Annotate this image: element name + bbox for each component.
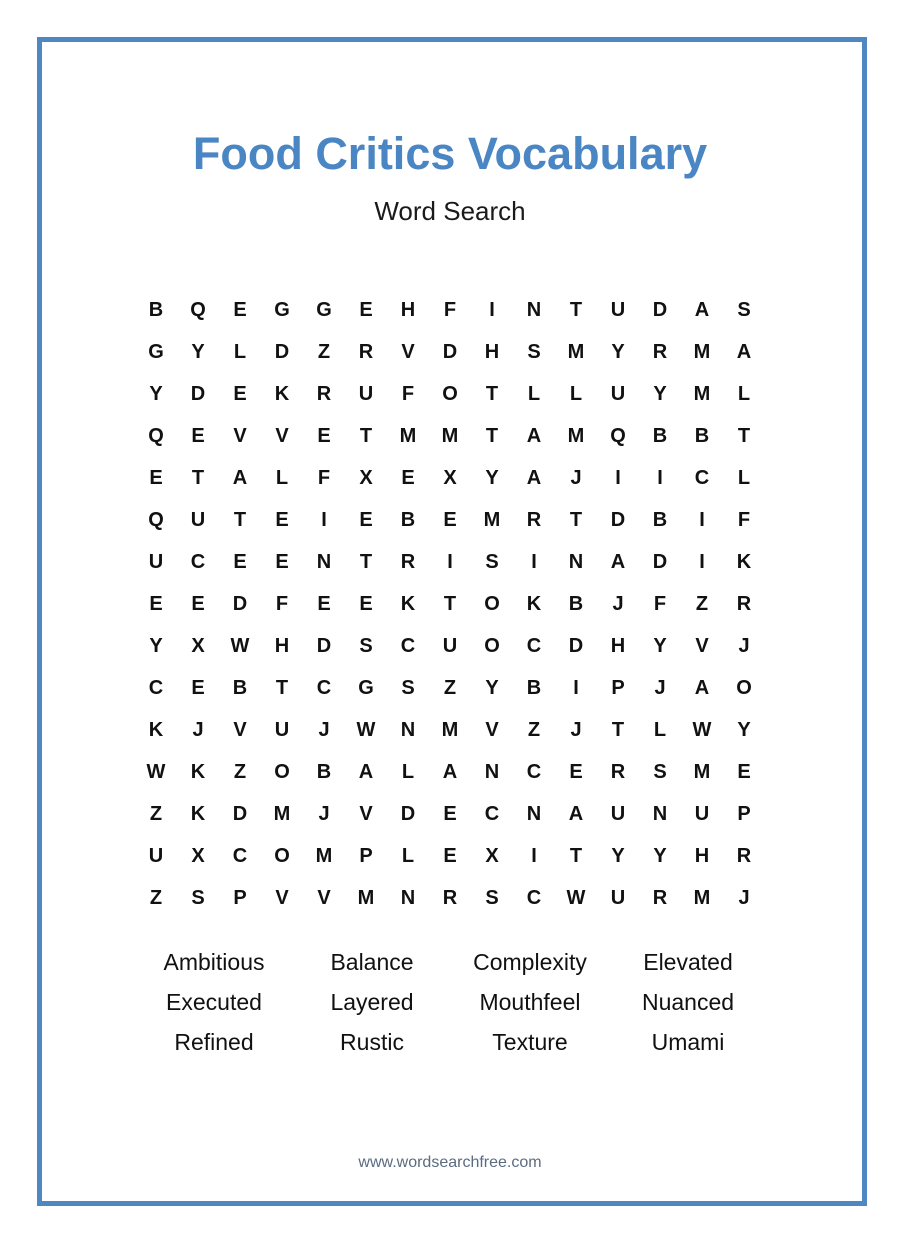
grid-letter[interactable]: R	[736, 593, 752, 615]
grid-letter[interactable]: B	[694, 425, 710, 447]
grid-letter[interactable]: A	[358, 761, 374, 783]
grid-letter[interactable]: F	[443, 299, 457, 321]
grid-letter[interactable]: N	[400, 719, 416, 741]
grid-letter[interactable]: O	[274, 761, 290, 783]
grid-letter[interactable]: V	[275, 425, 289, 447]
grid-letter[interactable]: D	[568, 635, 584, 657]
grid-letter[interactable]: I	[699, 509, 705, 531]
grid-row	[135, 835, 765, 877]
grid-letter[interactable]: B	[316, 761, 332, 783]
grid-letter[interactable]: B	[400, 509, 416, 531]
grid-letter[interactable]: T	[569, 509, 583, 531]
grid-letter[interactable]: Y	[485, 467, 499, 489]
grid-letter[interactable]: Y	[149, 635, 163, 657]
grid-letter[interactable]: C	[526, 887, 542, 909]
grid-letter[interactable]: C	[232, 845, 248, 867]
grid-letter[interactable]: W	[356, 719, 376, 741]
grid-letter[interactable]: W	[692, 719, 712, 741]
grid-letter[interactable]: M	[315, 845, 333, 867]
grid-letter[interactable]: I	[615, 467, 621, 489]
grid-letter[interactable]: O	[442, 383, 458, 405]
grid-letter[interactable]: V	[485, 719, 499, 741]
grid-letter[interactable]: S	[359, 635, 373, 657]
grid-letter[interactable]: Y	[611, 341, 625, 363]
grid-letter[interactable]: D	[652, 551, 668, 573]
grid-letter[interactable]: V	[317, 887, 331, 909]
grid-letter[interactable]: E	[233, 299, 247, 321]
grid-letter[interactable]: T	[569, 299, 583, 321]
grid-letter[interactable]: I	[447, 551, 453, 573]
grid-letter[interactable]: F	[275, 593, 289, 615]
grid-letter[interactable]: J	[738, 887, 750, 909]
grid-letter[interactable]: E	[149, 593, 163, 615]
word-list-item: Complexity	[473, 949, 587, 975]
grid-letter[interactable]: Y	[653, 635, 667, 657]
word-list-item: Executed	[166, 989, 262, 1015]
grid-letter[interactable]: N	[652, 803, 668, 825]
grid-letter[interactable]: X	[485, 845, 499, 867]
grid-letter[interactable]: J	[570, 719, 582, 741]
grid-letter[interactable]: R	[526, 509, 542, 531]
grid-row	[135, 457, 765, 499]
grid-letter[interactable]: J	[318, 719, 330, 741]
grid-letter[interactable]: T	[569, 845, 583, 867]
grid-letter[interactable]: U	[148, 551, 164, 573]
grid-letter[interactable]: E	[317, 425, 331, 447]
word-list	[135, 942, 765, 1062]
grid-letter[interactable]: X	[359, 467, 373, 489]
grid-letter[interactable]: X	[191, 635, 205, 657]
grid-letter[interactable]: G	[358, 677, 374, 699]
grid-letter[interactable]: C	[400, 635, 416, 657]
grid-letter[interactable]: K	[190, 761, 206, 783]
grid-letter[interactable]: S	[485, 551, 499, 573]
grid-letter[interactable]: I	[573, 677, 579, 699]
grid-letter[interactable]: W	[146, 761, 166, 783]
grid-row	[135, 331, 765, 373]
grid-letter[interactable]: L	[653, 719, 667, 741]
grid-letter[interactable]: K	[736, 551, 752, 573]
grid-letter[interactable]: B	[148, 299, 164, 321]
grid-letter[interactable]: T	[485, 383, 499, 405]
grid-letter[interactable]: E	[275, 551, 289, 573]
grid-letter[interactable]: G	[274, 299, 290, 321]
grid-letter[interactable]: L	[737, 383, 751, 405]
grid-letter[interactable]: F	[653, 593, 667, 615]
grid-letter[interactable]: P	[233, 887, 247, 909]
grid-letter[interactable]: S	[737, 299, 751, 321]
grid-row	[135, 373, 765, 415]
grid-letter[interactable]: G	[148, 341, 164, 363]
grid-letter[interactable]: L	[737, 467, 751, 489]
grid-letter[interactable]: E	[359, 593, 373, 615]
grid-letter[interactable]: R	[400, 551, 416, 573]
grid-letter[interactable]: A	[568, 803, 584, 825]
grid-letter[interactable]: M	[693, 383, 711, 405]
grid-letter[interactable]: R	[652, 341, 668, 363]
grid-letter[interactable]: D	[442, 341, 458, 363]
grid-letter[interactable]: Q	[148, 425, 164, 447]
grid-letter[interactable]: K	[526, 593, 542, 615]
grid-letter[interactable]: A	[232, 467, 248, 489]
grid-letter[interactable]: T	[359, 551, 373, 573]
grid-letter[interactable]: A	[610, 551, 626, 573]
word-list-item: Refined	[174, 1029, 254, 1055]
grid-letter[interactable]: U	[610, 383, 626, 405]
word-list-item: Nuanced	[641, 989, 735, 1015]
grid-letter[interactable]: I	[657, 467, 663, 489]
grid-letter[interactable]: Q	[190, 299, 206, 321]
grid-letter[interactable]: H	[484, 341, 500, 363]
grid-letter[interactable]: M	[441, 425, 459, 447]
grid-letter[interactable]: E	[569, 761, 583, 783]
grid-letter[interactable]: T	[191, 467, 205, 489]
grid-letter[interactable]: V	[695, 635, 709, 657]
grid-letter[interactable]: P	[737, 803, 751, 825]
grid-letter[interactable]: Y	[653, 383, 667, 405]
word-list-item: Elevated	[643, 949, 733, 975]
grid-letter[interactable]: E	[359, 509, 373, 531]
grid-letter[interactable]: U	[274, 719, 290, 741]
grid-letter[interactable]: E	[317, 593, 331, 615]
grid-letter[interactable]: D	[274, 341, 290, 363]
grid-letter[interactable]: W	[566, 887, 586, 909]
grid-row	[135, 625, 765, 667]
grid-letter[interactable]: K	[190, 803, 206, 825]
grid-letter[interactable]: N	[400, 887, 416, 909]
grid-letter[interactable]: S	[191, 887, 205, 909]
grid-letter[interactable]: N	[526, 803, 542, 825]
footer-url[interactable]: www.wordsearchfree.com	[358, 1154, 542, 1171]
grid-letter[interactable]: D	[316, 635, 332, 657]
grid-letter[interactable]: M	[567, 341, 585, 363]
page-subtitle: Word Search	[374, 196, 526, 226]
grid-letter[interactable]: J	[612, 593, 624, 615]
grid-letter[interactable]: R	[736, 845, 752, 867]
grid-letter[interactable]: U	[148, 845, 164, 867]
grid-letter[interactable]: B	[568, 593, 584, 615]
grid-letter[interactable]: Y	[653, 845, 667, 867]
grid-letter[interactable]: L	[401, 761, 415, 783]
grid-letter[interactable]: S	[401, 677, 415, 699]
grid-letter[interactable]: F	[317, 467, 331, 489]
grid-letter[interactable]: B	[652, 509, 668, 531]
grid-letter[interactable]: I	[489, 299, 495, 321]
grid-letter[interactable]: S	[485, 887, 499, 909]
letter-grid	[135, 289, 765, 919]
grid-letter[interactable]: T	[233, 509, 247, 531]
grid-letter[interactable]: K	[274, 383, 290, 405]
grid-letter[interactable]: L	[527, 383, 541, 405]
grid-letter[interactable]: R	[358, 341, 374, 363]
grid-row	[135, 415, 765, 457]
grid-letter[interactable]: U	[694, 803, 710, 825]
grid-letter[interactable]: I	[699, 551, 705, 573]
grid-letter[interactable]: U	[442, 635, 458, 657]
grid-letter[interactable]: E	[233, 551, 247, 573]
grid-letter[interactable]: M	[567, 425, 585, 447]
grid-letter[interactable]: Z	[149, 803, 163, 825]
grid-letter[interactable]: I	[321, 509, 327, 531]
grid-letter[interactable]: D	[400, 803, 416, 825]
grid-letter[interactable]: Y	[737, 719, 751, 741]
grid-letter[interactable]: E	[359, 299, 373, 321]
grid-letter[interactable]: M	[399, 425, 417, 447]
grid-letter[interactable]: M	[357, 887, 375, 909]
grid-letter[interactable]: Y	[191, 341, 205, 363]
grid-letter[interactable]: N	[316, 551, 332, 573]
word-list-item: Balance	[330, 949, 414, 975]
grid-letter[interactable]: E	[401, 467, 415, 489]
grid-letter[interactable]: U	[610, 299, 626, 321]
grid-letter[interactable]: B	[232, 677, 248, 699]
grid-letter[interactable]: X	[443, 467, 457, 489]
grid-letter[interactable]: V	[401, 341, 415, 363]
grid-row	[135, 751, 765, 793]
grid-letter[interactable]: D	[610, 509, 626, 531]
grid-letter[interactable]: D	[232, 803, 248, 825]
grid-letter[interactable]: E	[191, 593, 205, 615]
grid-row	[135, 877, 765, 919]
grid-letter[interactable]: Y	[149, 383, 163, 405]
grid-letter[interactable]: T	[275, 677, 289, 699]
grid-letter[interactable]: R	[316, 383, 332, 405]
grid-letter[interactable]: Z	[233, 761, 247, 783]
grid-letter[interactable]: E	[443, 509, 457, 531]
grid-letter[interactable]: F	[401, 383, 415, 405]
grid-letter[interactable]: R	[442, 887, 458, 909]
grid-letter[interactable]: B	[652, 425, 668, 447]
grid-letter[interactable]: R	[652, 887, 668, 909]
grid-letter[interactable]: Y	[485, 677, 499, 699]
grid-letter[interactable]: I	[531, 845, 537, 867]
word-list-item: Rustic	[340, 1029, 404, 1055]
grid-letter[interactable]: H	[694, 845, 710, 867]
grid-row	[135, 793, 765, 835]
grid-letter[interactable]: N	[568, 551, 584, 573]
grid-letter[interactable]: R	[610, 761, 626, 783]
grid-letter[interactable]: H	[610, 635, 626, 657]
grid-letter[interactable]: Z	[317, 341, 331, 363]
grid-letter[interactable]: Q	[148, 509, 164, 531]
grid-letter[interactable]: E	[233, 383, 247, 405]
grid-letter[interactable]: Q	[610, 425, 626, 447]
grid-letter[interactable]: L	[569, 383, 583, 405]
grid-letter[interactable]: M	[441, 719, 459, 741]
grid-letter[interactable]: C	[526, 635, 542, 657]
grid-letter[interactable]: L	[233, 341, 247, 363]
grid-letter[interactable]: T	[359, 425, 373, 447]
grid-letter[interactable]: P	[611, 677, 625, 699]
grid-letter[interactable]: N	[526, 299, 542, 321]
grid-letter[interactable]: M	[693, 761, 711, 783]
word-list-item: Layered	[330, 989, 414, 1015]
grid-letter[interactable]: L	[275, 467, 289, 489]
grid-letter[interactable]: S	[527, 341, 541, 363]
grid-letter[interactable]: T	[443, 593, 457, 615]
word-list-item: Ambitious	[163, 949, 265, 975]
grid-letter[interactable]: A	[526, 467, 542, 489]
grid-letter[interactable]: Z	[695, 593, 709, 615]
grid-letter[interactable]: T	[737, 425, 751, 447]
word-list-item: Umami	[651, 1029, 725, 1055]
grid-letter[interactable]: W	[230, 635, 250, 657]
grid-letter[interactable]: H	[400, 299, 416, 321]
grid-letter[interactable]: Z	[443, 677, 457, 699]
grid-letter[interactable]: O	[484, 635, 500, 657]
grid-row	[135, 709, 765, 751]
grid-letter[interactable]: T	[611, 719, 625, 741]
grid-letter[interactable]: V	[233, 719, 247, 741]
grid-letter[interactable]: J	[192, 719, 204, 741]
grid-letter[interactable]: S	[653, 761, 667, 783]
grid-letter[interactable]: N	[484, 761, 500, 783]
grid-letter[interactable]: U	[610, 803, 626, 825]
grid-letter[interactable]: D	[190, 383, 206, 405]
grid-letter[interactable]: G	[316, 299, 332, 321]
grid-letter[interactable]: Z	[149, 887, 163, 909]
grid-letter[interactable]: H	[274, 635, 290, 657]
grid-letter[interactable]: U	[190, 509, 206, 531]
grid-letter[interactable]: C	[694, 467, 710, 489]
grid-letter[interactable]: Z	[527, 719, 541, 741]
grid-letter[interactable]: O	[484, 593, 500, 615]
grid-letter[interactable]: U	[358, 383, 374, 405]
grid-letter[interactable]: E	[443, 845, 457, 867]
grid-letter[interactable]: A	[694, 677, 710, 699]
grid-letter[interactable]: I	[531, 551, 537, 573]
grid-letter[interactable]: E	[737, 761, 751, 783]
grid-letter[interactable]: J	[570, 467, 582, 489]
grid-letter[interactable]: T	[485, 425, 499, 447]
page-title: Food Critics Vocabulary	[192, 128, 708, 179]
grid-letter[interactable]: D	[232, 593, 248, 615]
grid-letter[interactable]: M	[483, 509, 501, 531]
grid-letter[interactable]: J	[738, 635, 750, 657]
grid-letter[interactable]: E	[191, 425, 205, 447]
grid-letter[interactable]: O	[274, 845, 290, 867]
grid-row	[135, 289, 765, 331]
grid-letter[interactable]: C	[526, 761, 542, 783]
grid-letter[interactable]: A	[736, 341, 752, 363]
grid-letter[interactable]: C	[484, 803, 500, 825]
grid-letter[interactable]: C	[316, 677, 332, 699]
grid-letter[interactable]: Y	[611, 845, 625, 867]
grid-letter[interactable]: A	[442, 761, 458, 783]
grid-letter[interactable]: V	[359, 803, 373, 825]
grid-letter[interactable]: L	[401, 845, 415, 867]
word-list-item: Texture	[492, 1029, 568, 1055]
grid-letter[interactable]: M	[273, 803, 291, 825]
grid-letter[interactable]: K	[400, 593, 416, 615]
grid-letter[interactable]: A	[526, 425, 542, 447]
word-list-item: Mouthfeel	[479, 989, 581, 1015]
grid-row	[135, 667, 765, 709]
grid-letter[interactable]: F	[737, 509, 751, 531]
grid-letter[interactable]: E	[275, 509, 289, 531]
grid-letter[interactable]: C	[190, 551, 206, 573]
grid-letter[interactable]: V	[275, 887, 289, 909]
grid-letter[interactable]: B	[526, 677, 542, 699]
grid-letter[interactable]: J	[654, 677, 666, 699]
grid-letter[interactable]: M	[693, 887, 711, 909]
grid-row	[135, 499, 765, 541]
grid-letter[interactable]: D	[652, 299, 668, 321]
grid-letter[interactable]: E	[191, 677, 205, 699]
grid-letter[interactable]: E	[149, 467, 163, 489]
grid-row	[135, 583, 765, 625]
grid-letter[interactable]: X	[191, 845, 205, 867]
grid-letter[interactable]: V	[233, 425, 247, 447]
grid-letter[interactable]: O	[736, 677, 752, 699]
grid-letter[interactable]: U	[610, 887, 626, 909]
grid-row	[135, 541, 765, 583]
grid-letter[interactable]: C	[148, 677, 164, 699]
grid-letter[interactable]: M	[693, 341, 711, 363]
grid-letter[interactable]: P	[359, 845, 373, 867]
grid-letter[interactable]: A	[694, 299, 710, 321]
grid-letter[interactable]: K	[148, 719, 164, 741]
grid-letter[interactable]: E	[443, 803, 457, 825]
grid-letter[interactable]: J	[318, 803, 330, 825]
